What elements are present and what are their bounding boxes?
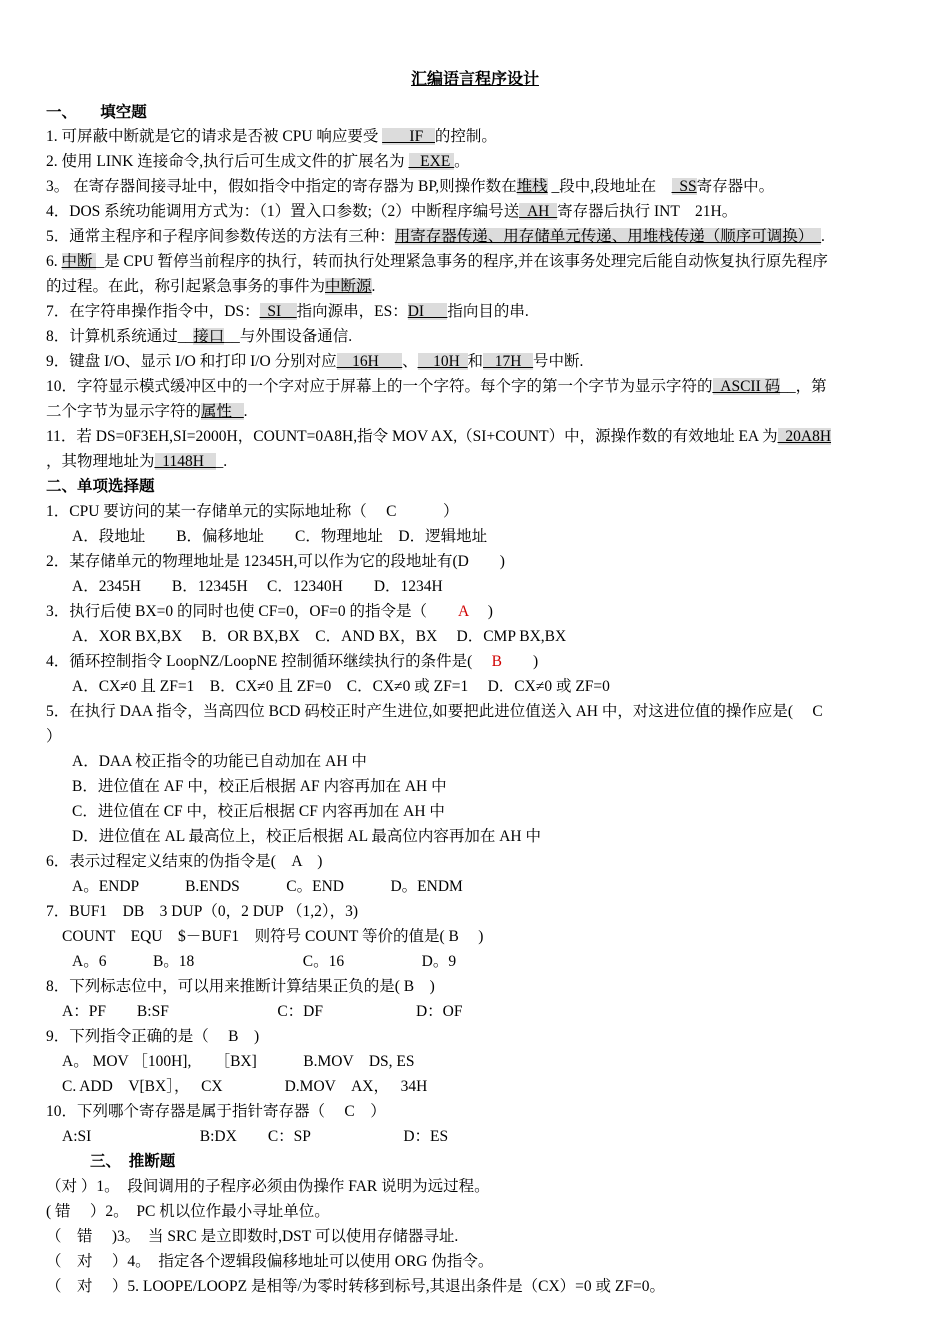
text: 4．循环控制指令 LoopNZ/LoopNE 控制循环继续执行的条件是( (46, 653, 492, 670)
choice-question-8: 8．下列标志位中，可以用来推断计算结果正负的是( B ) (46, 978, 435, 995)
choice-options-8: A：PF B:SF C：DF D：OF (62, 1003, 463, 1020)
text: 指向目的串. (447, 303, 529, 320)
fill-question-7 (46, 299, 912, 324)
judge-item-5: （ 对 ）5. LOOPE/LOOPZ 是相等/为零时转移到标号,其退出条件是（CX）=0 或 ZF=0。 (46, 1278, 665, 1295)
text: __，第 (780, 378, 827, 395)
text: 3。 在寄存器间接寻址中，假如指令中指定的寄存器为 BP,则操作数在 (46, 178, 517, 195)
answer: ___ IF _ (382, 128, 435, 145)
section-heading-judge: 三、 推断题 (90, 1153, 176, 1170)
answer: _SI__ (259, 303, 297, 320)
text: 。 (454, 153, 470, 170)
text: 寄存器中。 (696, 178, 775, 195)
answer: __16H___ (336, 353, 403, 370)
answer: 中断源 (325, 278, 372, 295)
fill-question-9 (46, 349, 912, 374)
text: . (243, 403, 248, 420)
choice-question-10: 10．下列哪个寄存器是属于指针寄存器（ C ） (46, 1103, 386, 1120)
text: 指向源串，ES： (296, 303, 408, 320)
fill-question-2 (46, 149, 912, 174)
text: 8．计算机系统通过__ (46, 328, 194, 345)
answer: 中断 (61, 253, 97, 270)
section-heading-choice: 二、单项选择题 (46, 478, 155, 495)
choice-question-9: 9．下列指令正确的是（ B ) (46, 1028, 260, 1045)
fill-question-4 (46, 199, 912, 224)
text: 寄存器后执行 INT 21H。 (557, 203, 738, 220)
choice-question-3 (46, 599, 912, 624)
answer: 属性 _ (201, 403, 244, 420)
answer: 接口 (193, 328, 225, 345)
judge-item-2: ( 错 ）2。 PC 机以位作最小寻址单位。 (46, 1203, 330, 1220)
text: 10．字符显示模式缓冲区中的一个字对应于屏幕上的一个字符。每个字的第一个字节为显示字符的 (46, 378, 713, 395)
choice-question-7-cont: COUNT EQU $－BUF1 则符号 COUNT 等价的值是( B ) (62, 928, 484, 945)
text: ) (468, 603, 493, 620)
text: _段中,段地址在 (547, 178, 672, 195)
choice-question-1: 1．CPU 要访问的某一存储单元的实际地址称（ C ） (46, 503, 459, 520)
choice-options-7: A。6 B。18 C。16 D。9 (72, 953, 457, 970)
text: _. (215, 453, 228, 470)
text: 、 (402, 353, 418, 370)
text: . (371, 278, 376, 295)
choice-option-5b: B．进位值在 AF 中，校正后根据 AF 内容再加在 AH 中 (72, 778, 447, 795)
answer: _ EXE (408, 153, 455, 170)
text: ) (501, 653, 539, 670)
choice-options-2: A．2345H B．12345H C．12340H D．1234H (72, 578, 443, 595)
fill-question-5 (46, 224, 912, 249)
answer: _SS (671, 178, 697, 195)
text: 二个字节为显示字符的 (46, 403, 202, 420)
document-title: 汇编语言程序设计 (410, 71, 539, 88)
choice-option-5d: D．进位值在 AL 最高位上，校正后根据 AL 最高位内容再加在 AH 中 (72, 828, 542, 845)
text: 9．键盘 I/O、显示 I/O 和打印 I/O 分别对应 (46, 353, 337, 370)
answer: _ASCII 码 (712, 378, 781, 395)
text: 的控制。 (434, 128, 497, 145)
text: 1. 可屏蔽中断就是它的请求是否被 CPU 响应要受 (46, 128, 383, 145)
fill-question-11-cont (46, 449, 912, 474)
text: 2. 使用 LINK 连接命令,执行后可生成文件的扩展名为 (46, 153, 409, 170)
text: 和 (467, 353, 484, 370)
choice-options-3: A．XOR BX,BX B．OR BX,BX C．AND BX，BX D．CMP BX,BX (72, 628, 567, 645)
answer: _1148H _ (154, 453, 216, 470)
choice-options-9b: C. ADD V[BX］， CX D.MOV AX， 34H (62, 1078, 428, 1095)
fill-question-8 (46, 324, 912, 349)
choice-question-6: 6．表示过程定义结束的伪指令是( A ) (46, 853, 323, 870)
choice-options-10: A:SI B:DX C：SP D：ES (62, 1128, 449, 1145)
fill-question-10 (46, 374, 912, 399)
answer: 用寄存器传递、用存储单元传递、用堆栈传递（顺序可调换）_ (394, 228, 822, 245)
fill-question-6-cont (46, 274, 912, 299)
judge-item-1: （对 ）1。 段间调用的子程序必须由伪操作 FAR 说明为远过程。 (46, 1178, 490, 1195)
text: 7．在字符串操作指令中，DS： (46, 303, 260, 320)
answer: __10H_ (417, 353, 468, 370)
text: 5．通常主程序和子程序间参数传送的方法有三种： (46, 228, 395, 245)
text: _是 CPU 暂停当前程序的执行，转而执行处理紧急事务的程序,并在该事务处理完后能自动恢复执行原先程序 (96, 253, 828, 270)
section-heading-fill: 一、 填空题 (46, 104, 147, 121)
text: . (821, 228, 825, 245)
choice-question-4 (46, 649, 912, 674)
fill-question-1 (46, 124, 912, 149)
answer: A (458, 603, 469, 620)
choice-question-5: 5．在执行 DAA 指令，当高四位 BCD 码校正时产生进位,如要把此进位值送入 AH 中，对这进位值的操作应是( C (46, 703, 823, 720)
answer: _AH_ (519, 203, 558, 220)
choice-question-5-cont: ） (46, 728, 62, 745)
judge-item-4: （ 对 ）4。 指定各个逻辑段偏移地址可以使用 ORG 伪指令。 (46, 1253, 494, 1270)
text: 号中断. (533, 353, 584, 370)
answer: _20A8H (777, 428, 832, 445)
choice-option-5c: C．进位值在 CF 中，校正后根据 CF 内容再加在 AH 中 (72, 803, 445, 820)
choice-question-2: 2．某存储单元的物理地址是 12345H,可以作为它的段地址有(D ) (46, 553, 505, 570)
fill-question-6 (46, 249, 912, 274)
choice-question-7: 7．BUF1 DB 3 DUP（0，2 DUP （1,2），3) (46, 903, 359, 920)
choice-options-4: A．CX≠0 且 ZF=1 B．CX≠0 且 ZF=0 C．CX≠0 或 ZF=1 D．CX≠0 或 ZF=0 (72, 678, 610, 695)
choice-options-9a: A。 MOV ［100H], ［BX] B.MOV DS, ES (62, 1053, 415, 1070)
answer: _ 17H _ (483, 353, 534, 370)
judge-item-3: （ 错 )3。 当 SRC 是立即数时,DST 可以使用存储器寻址. (46, 1228, 459, 1245)
answer: DI___ (407, 303, 448, 320)
text: 11．若 DS=0F3EH,SI=2000H，COUNT=0A8H,指令 MOV AX,（SI+COUNT）中，源操作数的有效地址 EA 为 (46, 428, 778, 445)
text: 6. (46, 253, 62, 270)
text: 4．DOS 系统功能调用方式为：（1）置入口参数;（2）中断程序编号送 (46, 203, 520, 220)
text: __与外围设备通信. (224, 328, 353, 345)
text: 的过程。在此，称引起紧急事务的事件为 (46, 278, 326, 295)
fill-question-11 (46, 424, 912, 449)
choice-options-1: A．段地址 B．偏移地址 C．物理地址 D．逻辑地址 (72, 528, 488, 545)
fill-question-3 (46, 174, 912, 199)
choice-option-5a: A．DAA 校正指令的功能已自动加在 AH 中 (72, 753, 367, 770)
text: 3．执行后使 BX=0 的同时也使 CF=0，OF=0 的指令是（ (46, 603, 459, 620)
answer: 堆栈 (516, 178, 548, 195)
choice-options-6: A。ENDP B.ENDS C。END D。ENDM (72, 878, 463, 895)
answer: B (491, 653, 502, 670)
fill-question-10-cont (46, 399, 912, 424)
text: ，其物理地址为 (46, 453, 155, 470)
